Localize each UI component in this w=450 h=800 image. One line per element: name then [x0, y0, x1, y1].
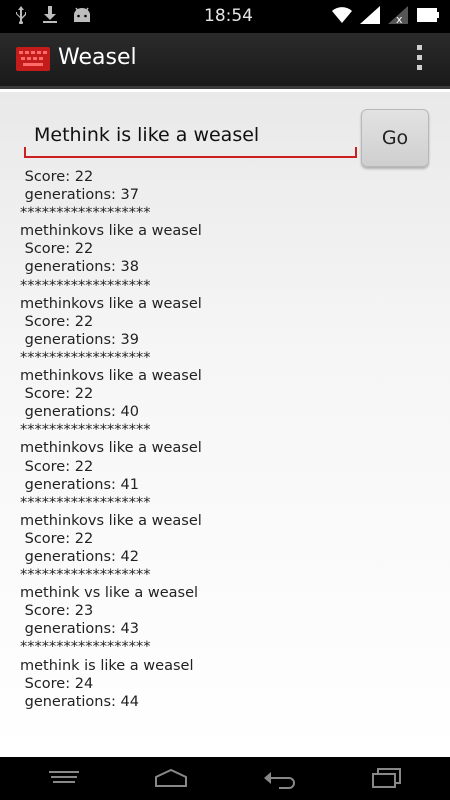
log-line: generations: 37	[20, 187, 139, 204]
signal-x-icon	[388, 6, 408, 24]
generation-log	[20, 156, 440, 711]
svg-text:x: x	[396, 13, 403, 24]
navigation-bar	[0, 757, 450, 800]
log-line: generations: 41	[20, 476, 139, 493]
home-icon[interactable]	[153, 767, 189, 789]
log-line: ******************	[20, 349, 151, 366]
log-line: Score: 23	[20, 603, 94, 620]
log-line: methink vs like a weasel	[20, 585, 199, 602]
clock: 18:54	[204, 6, 253, 26]
multitask-icon[interactable]	[370, 767, 404, 789]
log-line: generations: 42	[20, 548, 139, 565]
phrase-input[interactable]: Methink is like a weasel	[34, 124, 260, 146]
log-line-partial	[20, 156, 440, 168]
main-content	[0, 92, 450, 757]
download-icon	[42, 6, 58, 24]
log-line: Score: 22	[20, 458, 94, 475]
log-line: methinkovs like a weasel	[20, 368, 202, 385]
log-line: Score: 22	[20, 313, 94, 330]
log-line: generations: 44	[20, 693, 139, 710]
log-line: Score: 22	[20, 241, 94, 258]
signal-icon	[360, 6, 380, 24]
log-line: ******************	[20, 422, 151, 439]
log-line: methinkovs like a weasel	[20, 295, 202, 312]
wifi-icon	[332, 6, 352, 24]
log-line: methink is like a weasel	[20, 657, 194, 674]
log-line: Score: 22	[20, 530, 94, 547]
log-line: methinkovs like a weasel	[20, 440, 202, 457]
action-bar	[0, 33, 450, 89]
log-line: ******************	[20, 205, 151, 222]
log-line: generations: 43	[20, 621, 139, 638]
log-line: generations: 38	[20, 259, 139, 276]
log-line: ******************	[20, 567, 151, 584]
log-line: generations: 40	[20, 404, 139, 421]
log-line: ******************	[20, 639, 151, 656]
go-button[interactable]: Go	[361, 109, 429, 167]
log-line: Score: 22	[20, 386, 94, 403]
log-line: Score: 22	[20, 169, 94, 185]
log-line: ******************	[20, 277, 151, 294]
back-icon[interactable]	[261, 767, 297, 789]
android-icon	[72, 7, 92, 23]
app-title: Weasel	[58, 45, 137, 70]
log-line: ******************	[20, 494, 151, 511]
log-line: methinkovs like a weasel	[20, 223, 202, 240]
phrase-input-field[interactable]	[24, 112, 357, 158]
notification-icons	[14, 6, 92, 24]
recent-apps-icon[interactable]	[47, 767, 81, 787]
overflow-menu-icon[interactable]	[414, 45, 424, 75]
log-line: Score: 24	[20, 675, 94, 692]
system-icons	[332, 5, 440, 25]
status-bar	[0, 0, 450, 33]
keyboard-icon[interactable]	[16, 47, 50, 71]
log-line: methinkovs like a weasel	[20, 512, 202, 529]
usb-icon	[14, 6, 28, 24]
battery-icon	[416, 5, 440, 25]
log-line: generations: 39	[20, 331, 139, 348]
